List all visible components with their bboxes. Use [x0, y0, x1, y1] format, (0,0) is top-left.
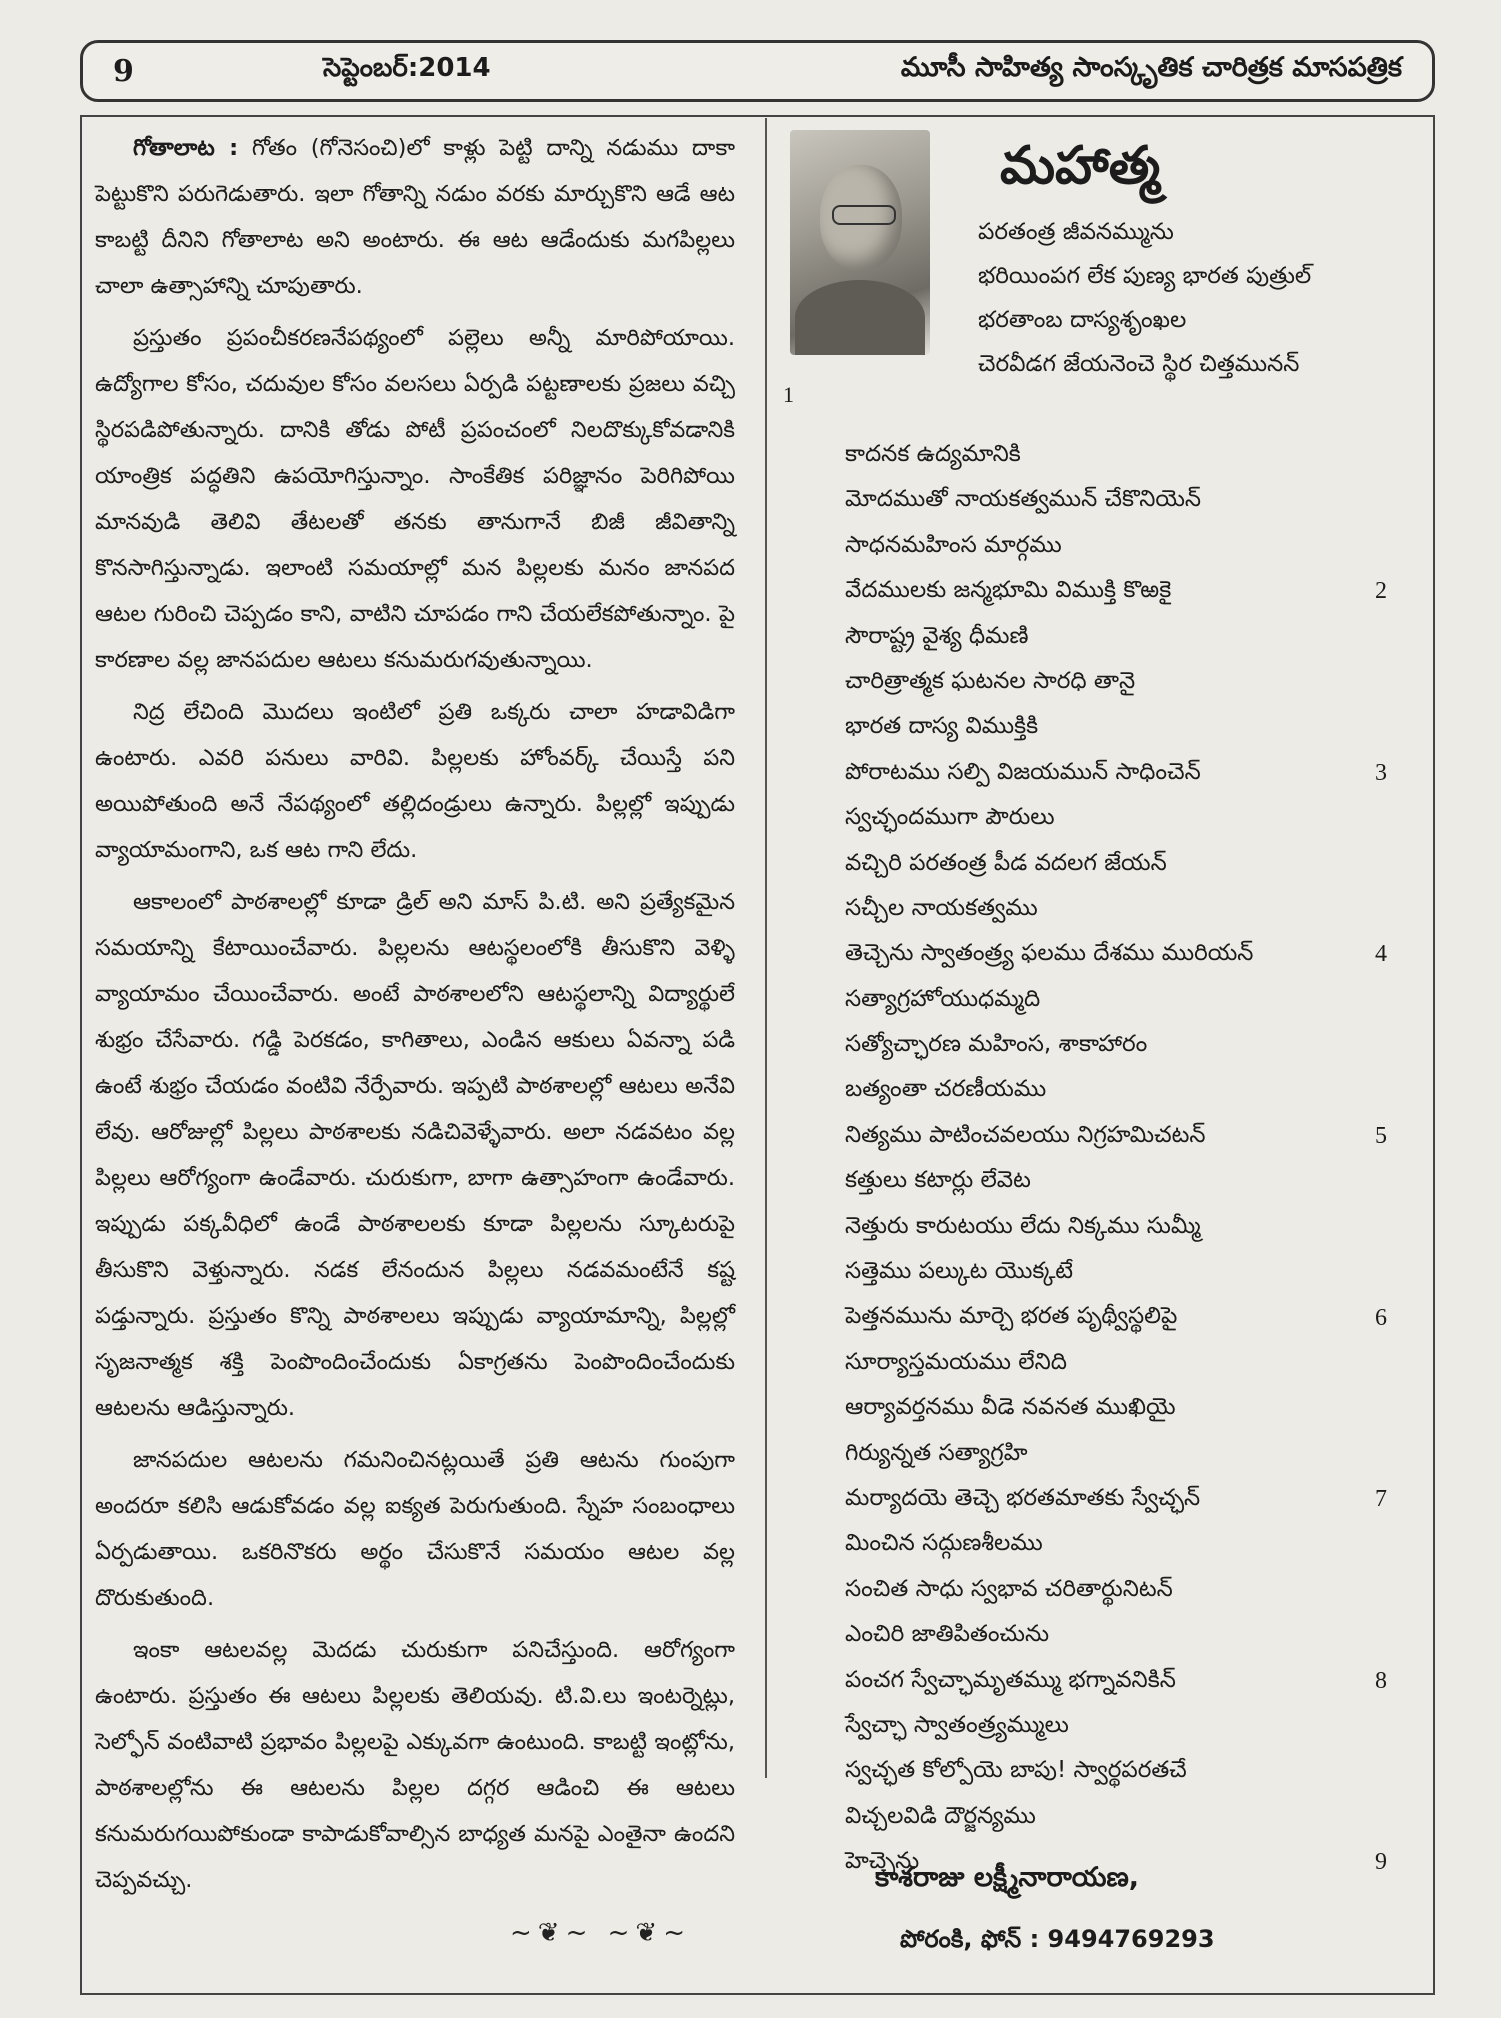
poem-line: చెరవీడగ జేయనెంచె స్థిర చిత్తమునన్ — [978, 351, 1300, 377]
poem-line: పెత్తనమును మార్చె భరత పృథ్వీస్థలిపై — [845, 1303, 1178, 1330]
article-paragraph: ఇంకా ఆటలవల్ల మెదడు చురుకుగా పనిచేస్తుంది. ఆరోగ్యంగా ఉంటారు. ప్రస్తుతం ఈ ఆటలు పిల్లలకు తెలియవు. టి.వి.లు ఇంటర్నెట్లు, సెల్ఫోన్ వంటివాటి ప్రభావం పిల్లలపై ఎక్కువగా ఉంటుంది. కాబట్టి ఇంట్లోను, పాఠశాలల్లోను ఈ ఆటలను పిల్లల దగ్గర ఆడించి ఈ ఆటలు కనుమరుగయిపోకుండా కాపాడుకోవాల్సిన బాధ్యత మనపై ఎంతైనా ఉందని చెప్పవచ్చు. — [95, 1637, 735, 1893]
stanza-number: 2 — [1375, 578, 1387, 605]
poem-line: మించిన సద్గుణశీలము — [845, 1530, 1043, 1557]
stanza-number: 9 — [1375, 1849, 1387, 1876]
page-header — [80, 40, 1435, 102]
stanza-number: 1 — [783, 382, 794, 407]
article-paragraph: నిద్ర లేచింది మొదలు ఇంటిలో ప్రతి ఒక్కరు చాలా హడావిడిగా ఉంటారు. ఎవరి పనులు వారివి. పిల్లలకు హోంవర్క్ చేయిస్తే పని అయిపోతుంది అనే నేపథ్యంలో తల్లిదండ్రులు ఉన్నారు. పిల్లల్లో ఇప్పుడు వ్యాయామంగాని, ఒక ఆట గాని లేదు. — [95, 699, 735, 863]
poem-line: పంచగ స్వేచ్ఛామృతమ్ము భగ్నావనికిన్ — [845, 1666, 1176, 1693]
poem-line: సత్తెము పల్కుట యొక్కటే — [845, 1258, 1074, 1285]
poem-line: సాధనమహింస మార్గము — [845, 531, 1062, 558]
stanza-number: 4 — [1375, 941, 1387, 968]
article-paragraph: ప్రస్తుతం ప్రపంచీకరణనేపథ్యంలో పల్లెలు అన్నీ మారిపోయాయి. ఉద్యోగాల కోసం, చదువుల కోసం వలసలు ఏర్పడి పట్టణాలకు ప్రజలు వచ్చి స్థిరపడిపోతున్నారు. దానికి తోడు పోటీ ప్రపంచంలో నిలదొక్కుకోవడానికి యాంత్రిక పద్ధతిని ఉపయోగిస్తున్నాం. సాంకేతిక పరిజ్ఞానం పెరిగిపోయి మానవుడి తెలివి తేటలతో తనకు తానుగానే బిజీ జీవితాన్ని కొనసాగిస్తున్నాడు. ఇలాంటి సమయాల్లో మన పిల్లలకు మనం జానపద ఆటల గురించి చెప్పడం కాని, వాటిని చూపడం గాని చేయలేకపోతున్నాం. పై కారణాల వల్ల జానపదుల ఆటలు కనుమరుగవుతున్నాయి. — [95, 325, 735, 673]
article-paragraph — [95, 125, 735, 309]
page-number: 9 — [113, 53, 134, 89]
poem-line: భరతాంబ దాస్యశృంఖల — [978, 307, 1187, 333]
article-paragraph: ఆకాలంలో పాఠశాలల్లో కూడా డ్రిల్ అని మాస్ పి.టి. అని ప్రత్యేకమైన సమయాన్ని కేటాయించేవారు. పిల్లలను ఆటస్థలంలోకి తీసుకొని వెళ్ళి వ్యాయామం చేయించేవారు. అంటే పాఠశాలలోని ఆటస్థలాన్ని విద్యార్థులే శుభ్రం చేసేవారు. గడ్డి పెరకడం, కాగితాలు, ఎండిన ఆకులు ఏవన్నా పడి ఉంటే శుభ్రం చేయడం వంటివి నేర్పేవారు. ఇప్పటి పాఠశాలల్లో ఆటలు అనేవి లేవు. ఆరోజుల్లో పిల్లలు పాఠశాలకు నడిచివెళ్ళేవారు. అలా నడవటం వల్ల పిల్లలు ఆరోగ్యంగా ఉండేవారు. చురుకుగా, బాగా ఉత్సాహంగా ఉండేవారు. ఇప్పుడు పక్కవీధిలో ఉండే పాఠశాలలకు కూడా పిల్లలను స్కూటరుపై తీసుకొని వెళ్తున్నారు. నడక లేనందున పిల్లలు నడవమంటేనే కష్ట పడ్తున్నారు. ప్రస్తుతం కొన్ని పాఠశాలలు ఇప్పుడు వ్యాయామాన్ని, పిల్లల్లో సృజనాత్మక శక్తి పెంపొందించేందుకు ఏకాగ్రతను పెంపొందించేందుకు ఆటలను ఆడిస్తున్నారు. — [95, 889, 735, 1421]
article-paragraph: జానపదుల ఆటలను గమనించినట్లయితే ప్రతి ఆటను గుంపుగా అందరూ కలిసి ఆడుకోవడం వల్ల ఐక్యత పెరుగుతుంది. స్నేహ సంబంధాలు ఏర్పడుతాయి. ఒకరినొకరు అర్థం చేసుకొనే సమయం ఆటల వల్ల దొరుకుతుంది. — [95, 1447, 735, 1611]
ornament-divider: ~❦~ ~❦~ — [510, 1918, 691, 1948]
poem-line: గిర్యున్నత సత్యాగ్రహి — [845, 1439, 1028, 1466]
poem-line: మోదముతో నాయకత్వమున్ చేకొనియెన్ — [845, 486, 1202, 513]
poem-title: మహాత్మ — [1000, 135, 1161, 196]
poem-line: సౌరాష్ట్ర వైశ్య ధీమణి — [845, 622, 1029, 649]
poem-line: సంచిత సాధు స్వభావ చరితార్థునిటన్ — [845, 1575, 1173, 1602]
poem-line: మర్యాదయె తెచ్చె భరతమాతకు స్వేచ్ఛన్ — [845, 1484, 1201, 1511]
stanza-number: 5 — [1375, 1123, 1387, 1149]
article-column — [95, 125, 735, 1909]
poem-line: సచ్చీల నాయకత్వము — [845, 894, 1038, 921]
stanza-number: 3 — [1375, 759, 1387, 786]
poem-line: కాదనక ఉద్యమానికి — [845, 441, 1021, 467]
poem-line: తెచ్చెను స్వాతంత్ర్య ఫలము దేశము మురియన్ — [845, 940, 1254, 967]
poem-line: భరియింపగ లేక పుణ్య భారత పుత్రుల్ — [978, 263, 1312, 289]
poem-line: చారిత్రాత్మక ఘటనల సారధి తానై — [845, 667, 1136, 694]
paragraph-lead: గోతాలాట : — [133, 135, 239, 161]
poem-line: పరతంత్ర జీవనమ్మును — [978, 219, 1174, 245]
poem-author: కాశరాజు లక్ష్మీనారాయణ, — [875, 1862, 1140, 1893]
gandhi-photo — [790, 130, 930, 355]
poem-line: బత్యంతా చరణీయము — [845, 1076, 1047, 1103]
poem-line: స్వేచ్ఛా స్వాతంత్ర్యమ్ములు — [845, 1711, 1069, 1738]
stanza-number: 7 — [1375, 1486, 1387, 1513]
paragraph-text: గోతం (గోనెసంచి)లో కాళ్లు పెట్టి దాన్ని నడుము దాకా పెట్టుకొని పరుగెడుతారు. ఇలా గోతాన్ని నడుం వరకు మార్చుకొని ఆడే ఆట కాబట్టి దీనిని గోతాలాట అని అంటారు. ఈ ఆట ఆడేందుకు మగపిల్లలు చాలా ఉత్సాహాన్ని చూపుతారు. — [95, 135, 735, 299]
author-contact: పోరంకి, ఫోన్ : 9494769293 — [900, 1925, 1215, 1953]
column-divider — [765, 118, 767, 1778]
poem-line: ఆర్యావర్తనము వీడె నవనత ముఖియై — [845, 1394, 1176, 1421]
poem-line: భారత దాస్య విముక్తికి — [845, 713, 1039, 740]
poem-line: పోరాటము సల్పి విజయమున్ సాధించెన్ — [845, 758, 1201, 785]
poem-intro — [978, 210, 1311, 386]
poem-line: వచ్చిరి పరతంత్ర పీడ వదలగ జేయన్ — [845, 849, 1167, 876]
poem-line: నెత్తురు కారుటయు లేదు నిక్కము సుమ్మీ — [845, 1212, 1201, 1239]
poem-line: నిత్యము పాటించవలయు నిగ్రహమిచటన్ — [845, 1121, 1206, 1148]
magazine-name: మూసీ సాహిత్య సాంస్కృతిక చారిత్రక మాసపత్రిక — [900, 52, 1402, 83]
stanza-number: 6 — [1375, 1304, 1387, 1331]
issue-date: సెప్టెంబర్:2014 — [323, 53, 491, 83]
poem-line: హెచ్చెను — [845, 1848, 920, 1875]
poem-line: స్వచ్ఛత కోల్పోయె బాపు! స్వార్థపరతచే — [845, 1757, 1187, 1784]
poem-body — [845, 432, 1405, 1885]
poem-line: కత్తులు కటార్లు లేవెట — [845, 1167, 1031, 1194]
poem-line: వేదములకు జన్మభూమి విముక్తి కొఱకై — [845, 577, 1172, 604]
poem-line: విచ్చలవిడి దౌర్జన్యము — [845, 1802, 1036, 1829]
poem-line: సత్యాగ్రహోయుధమ్మది — [845, 985, 1041, 1012]
stanza-number: 8 — [1375, 1667, 1387, 1694]
poem-line: సూర్యాస్తమయము లేనిది — [845, 1348, 1067, 1375]
poem-line: ఎంచిరి జాతిపితంచును — [845, 1621, 1050, 1648]
poem-line: స్వచ్ఛందముగా పౌరులు — [845, 804, 1055, 831]
poem-line: సత్యోచ్ఛారణ మహింస, శాకాహారం — [845, 1031, 1148, 1058]
